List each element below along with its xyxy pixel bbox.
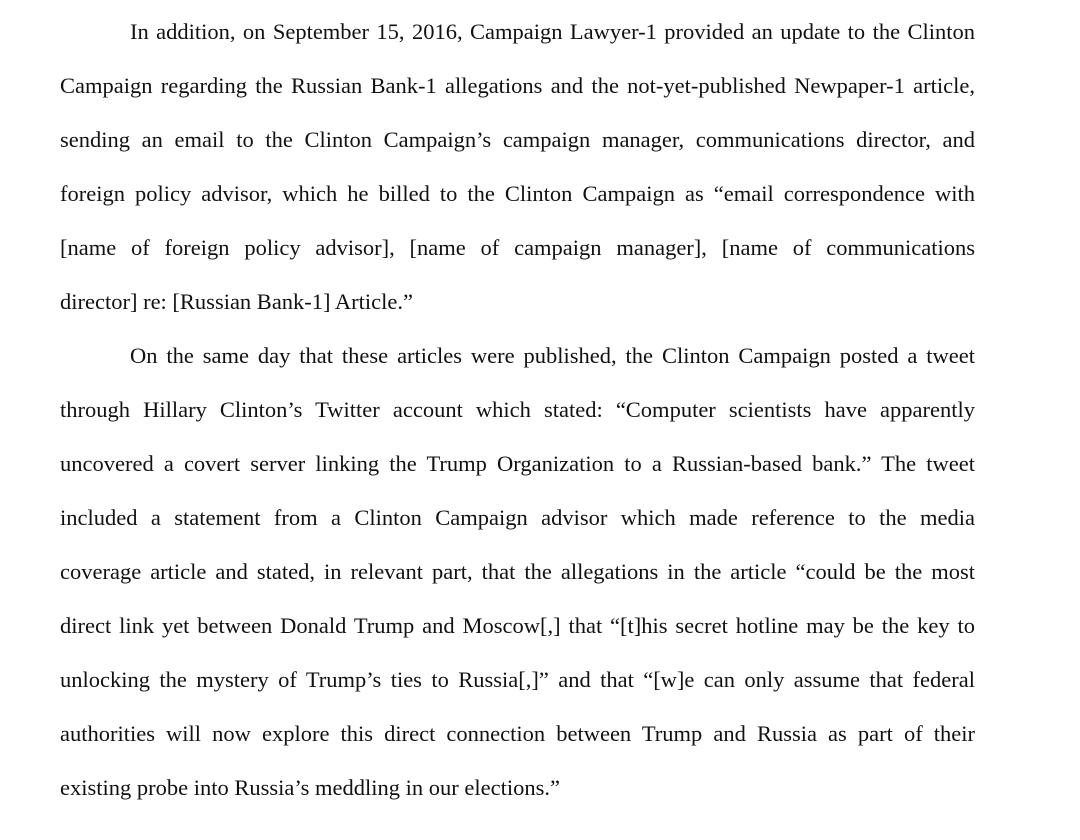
text-line: through Hillary Clinton’s Twitter account which stated: “Computer scientists have apparently [60, 397, 975, 422]
text-line: unlocking the mystery of Trump’s ties to Russia[,]” and that “[w]e can only assume that federal [60, 667, 975, 692]
text-line: In addition, on September 15, 2016, Campaign Lawyer-1 provided an update to the Clinton [130, 19, 975, 44]
text-line: included a statement from a Clinton Campaign advisor which made reference to the media [60, 505, 975, 530]
text-line: uncovered a covert server linking the Trump Organization to a Russian-based bank.” The tweet [60, 451, 975, 476]
text-line: [name of foreign policy advisor], [name of campaign manager], [name of communications [60, 235, 975, 260]
text-line: On the same day that these articles were published, the Clinton Campaign posted a tweet [130, 343, 975, 368]
text-line: direct link yet between Donald Trump and Moscow[,] that “[t]his secret hotline may be the key to [60, 613, 975, 638]
text-line: sending an email to the Clinton Campaign’s campaign manager, communications director, and [60, 127, 975, 152]
text-line: director] re: [Russian Bank-1] Article.” [60, 289, 414, 314]
document-page [60, 0, 975, 840]
text-line: existing probe into Russia’s meddling in our elections.” [60, 775, 560, 800]
text-line: Campaign regarding the Russian Bank-1 allegations and the not-yet-published Newpaper-1 article, [60, 73, 975, 98]
text-line: authorities will now explore this direct connection between Trump and Russia as part of their [60, 721, 975, 746]
text-line: foreign policy advisor, which he billed to the Clinton Campaign as “email correspondence with [60, 181, 975, 206]
text-line: coverage article and stated, in relevant part, that the allegations in the article “could be the most [60, 559, 975, 584]
